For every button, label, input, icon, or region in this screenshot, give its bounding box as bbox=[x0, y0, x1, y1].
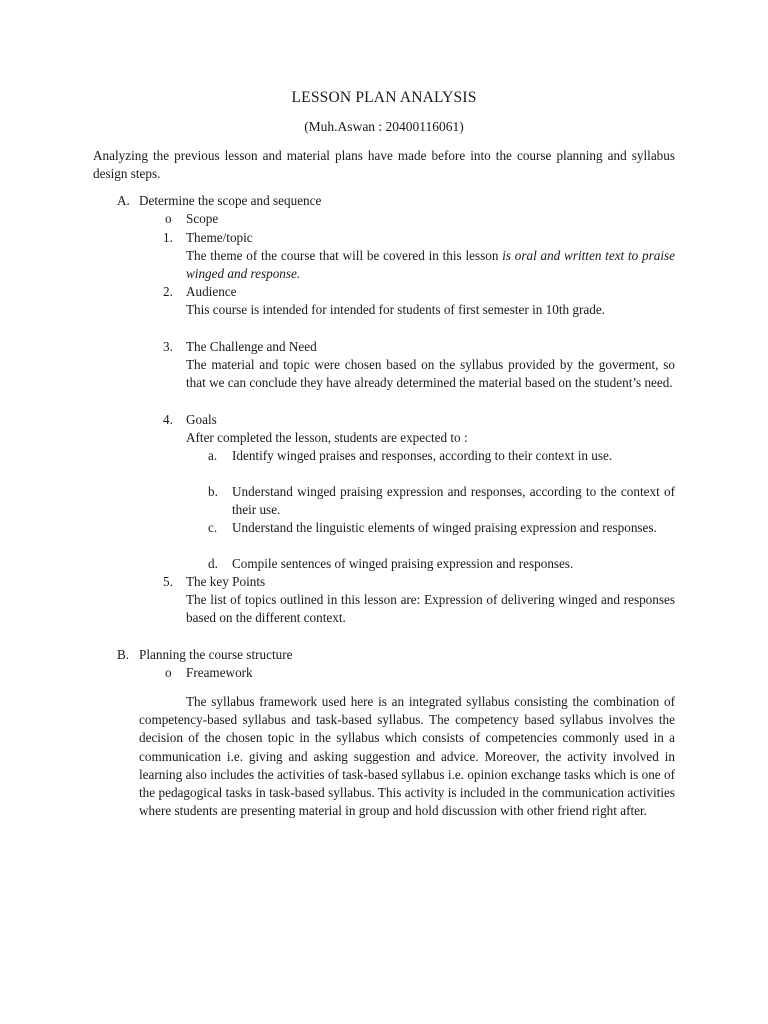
theme-text-italic: is oral and written text to praise winged and response. bbox=[186, 248, 675, 282]
item-text-challenge: The material and topic were chosen based on the syllabus provided by the goverment, so that we can conclude they have already determined the material based on the student’s need. bbox=[186, 357, 675, 391]
item-title-key-points: The key Points bbox=[186, 574, 266, 589]
goal-marker: c. bbox=[208, 520, 218, 535]
goal-marker: d. bbox=[208, 556, 218, 571]
goal-text: Understand the linguistic elements of winged praising expression and responses. bbox=[232, 520, 657, 535]
item-title-theme: Theme/topic bbox=[186, 230, 253, 245]
page-title: LESSON PLAN ANALYSIS bbox=[291, 89, 477, 106]
item-number: 4. bbox=[163, 412, 173, 427]
scope-label: Scope bbox=[186, 211, 219, 226]
item-number: 3. bbox=[163, 339, 173, 354]
goal-text: Compile sentences of winged praising expression and responses. bbox=[232, 556, 574, 571]
goal-text: Identify winged praises and responses, according to their context in use. bbox=[232, 448, 613, 463]
bullet-marker: o bbox=[165, 211, 172, 226]
item-text-audience: This course is intended for intended for students of first semester in 10th grade. bbox=[186, 302, 605, 317]
item-title-audience: Audience bbox=[186, 284, 237, 299]
goal-marker: b. bbox=[208, 484, 218, 499]
item-text-theme bbox=[186, 247, 675, 283]
section-a-heading: Determine the scope and sequence bbox=[139, 193, 322, 208]
item-number: 1. bbox=[163, 230, 173, 245]
bullet-marker: o bbox=[165, 665, 172, 680]
item-title-challenge: The Challenge and Need bbox=[186, 339, 317, 354]
theme-text-plain: The theme of the course that will be covered in this lesson bbox=[186, 248, 503, 263]
intro-paragraph: Analyzing the previous lesson and material plans have made before into the course planning and syllabus design steps. bbox=[93, 148, 675, 182]
goal-text: Understand winged praising expression and responses, according to the context of their use. bbox=[232, 484, 675, 518]
section-b-heading: Planning the course structure bbox=[139, 647, 293, 662]
item-number: 5. bbox=[163, 574, 173, 589]
item-title-goals: Goals bbox=[186, 412, 217, 427]
section-a-marker: A. bbox=[117, 193, 130, 208]
goal-marker: a. bbox=[208, 448, 218, 463]
item-text-goals: After completed the lesson, students are expected to : bbox=[186, 430, 468, 445]
author-line: (Muh.Aswan : 20400116061) bbox=[304, 119, 464, 134]
item-number: 2. bbox=[163, 284, 173, 299]
item-text-key-points: The list of topics outlined in this lesson are: Expression of delivering winged and responses based on the different context. bbox=[186, 592, 675, 626]
framework-paragraph: The syllabus framework used here is an integrated syllabus consisting the combination of competency-based syllabus and task-based syllabus. The competency based syllabus involves the decision of the chosen topic in the syllabus which consists of competencies commonly used in a communication i.e. giving and asking suggestion and advice. Moreover, the activity involved in learning also includes the activities of task-based syllabus i.e. opinion exchange tasks which is one of the pedagogical tasks in task-based syllabus. This activity is included in the communication activities where students are presenting material in group and hold discussion with other friend right after. bbox=[139, 694, 675, 819]
framework-label: Freamework bbox=[186, 665, 253, 680]
section-b-marker: B. bbox=[117, 647, 130, 662]
